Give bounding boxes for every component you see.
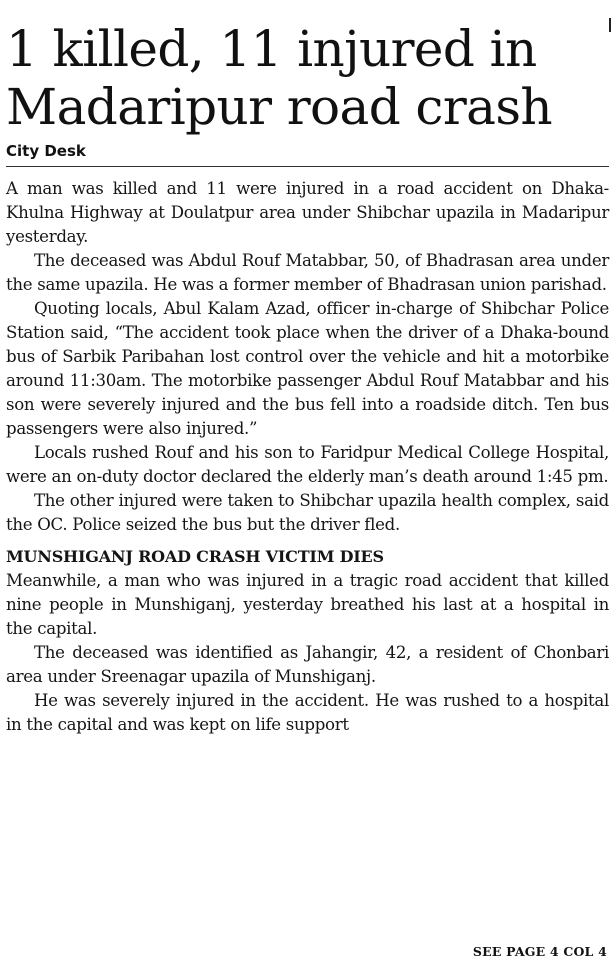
paragraph-1: A man was killed and 11 were injured in a road accident on Dhaka-Khulna Highway at Doulatpur area under Shibchar upazila in Madaripur yesterday. <box>6 179 609 246</box>
paragraph-7: The deceased was identified as Jahangir, 42, a resident of Chonbari area under Sreenagar upazila of Munshiganj. <box>6 643 609 686</box>
article-body <box>6 177 609 737</box>
column-rule <box>609 18 611 32</box>
paragraph-5: The other injured were taken to Shibchar upazila health complex, said the OC. Police seized the bus but the driver fled. <box>6 491 609 534</box>
paragraph-2: The deceased was Abdul Rouf Matabbar, 50, of Bhadrasan area under the same upazila. He was a former member of Bhadrasan union parishad. <box>6 251 609 294</box>
paragraph-6: Meanwhile, a man who was injured in a tragic road accident that killed nine people in Munshiganj, yesterday breathed his last at a hospital in the capital. <box>6 571 609 638</box>
subheading: MUNSHIGANJ ROAD CRASH VICTIM DIES <box>6 547 384 566</box>
jump-line: SEE PAGE 4 COL 4 <box>472 944 607 959</box>
byline: City Desk <box>6 142 609 167</box>
paragraph-8: He was severely injured in the accident. He was rushed to a hospital in the capital and was kept on life support <box>6 691 609 734</box>
headline: 1 killed, 11 injured in Madaripur road crash <box>6 20 553 136</box>
paragraph-3: Quoting locals, Abul Kalam Azad, officer in-charge of Shibchar Police Station said, “The accident took place when the driver of a Dhaka-bound bus of Sarbik Paribahan lost control over the vehicle and hit a motorbike around 11:30am. The motorbike passenger Abdul Rouf Matabbar and his son were severely injured and the bus fell into a roadside ditch. Ten bus passengers were also injured.” <box>6 299 609 438</box>
paragraph-4: Locals rushed Rouf and his son to Faridpur Medical College Hospital, were an on-duty doctor declared the elderly man’s death around 1:45 pm. <box>6 443 609 486</box>
